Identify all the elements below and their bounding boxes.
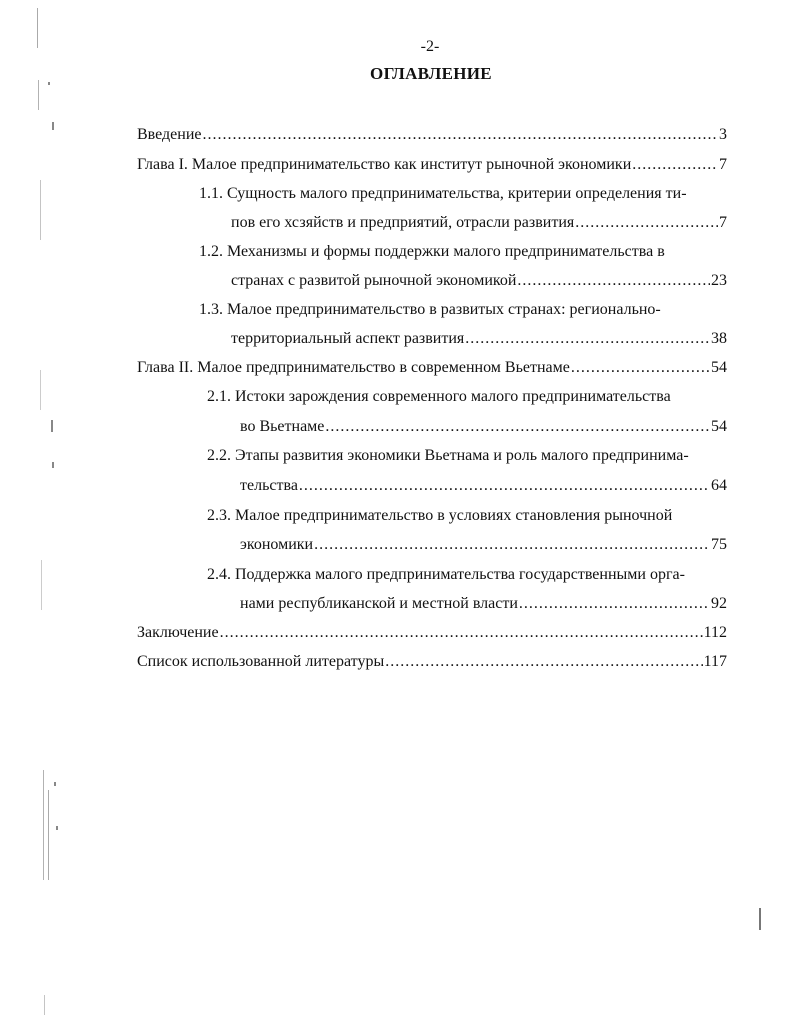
toc-entry-text: тельства: [240, 477, 298, 494]
toc-entry-page: 75: [711, 536, 727, 553]
scan-mark: [38, 80, 39, 110]
leader-dots: [314, 535, 710, 555]
leader-dots: [220, 623, 703, 643]
toc-entry-text: Глава I. Малое предпринимательство как институт рыночной экономики: [137, 156, 632, 173]
toc-entry-chapter-2[interactable]: [137, 358, 727, 378]
toc-entry-text: Список использованной литературы: [137, 653, 385, 670]
toc-entry-page: 117: [703, 653, 727, 670]
toc-entry-2-2-line2[interactable]: [240, 476, 727, 496]
toc-entry-page: 64: [711, 477, 727, 494]
scan-mark: [43, 770, 44, 880]
scan-mark: [54, 782, 56, 786]
toc-entry-1-2-line2[interactable]: [231, 271, 727, 291]
leader-dots: [465, 329, 710, 349]
scan-mark: [41, 560, 42, 610]
leader-dots: [203, 125, 719, 145]
toc-entry-2-2-line1[interactable]: 2.2. Этапы развития экономики Вьетнама и роль малого предпринима-: [207, 447, 689, 464]
toc-entry-2-3-line1[interactable]: 2.3. Малое предпринимательство в условиях становления рыночной: [207, 507, 673, 524]
scan-mark: [51, 420, 53, 432]
toc-entry-1-1-line1[interactable]: 1.1. Сущность малого предпринимательства, критерии определения ти-: [199, 185, 687, 202]
toc-entry-page: 7: [719, 214, 727, 231]
scan-mark: [44, 995, 45, 1015]
toc-entry-chapter-1[interactable]: [137, 155, 727, 175]
toc-entry-text: экономики: [240, 536, 314, 553]
toc-entry-bibliography[interactable]: [137, 652, 727, 672]
scan-mark: [56, 826, 58, 830]
scan-mark: [48, 790, 49, 880]
toc-entry-page: 92: [711, 595, 727, 612]
leader-dots: [325, 417, 710, 437]
leader-dots: [571, 358, 710, 378]
leader-dots: [299, 476, 710, 496]
toc-entry-text: нами республиканской и местной власти: [240, 595, 518, 612]
toc-entry-intro[interactable]: [137, 125, 727, 145]
toc-entry-2-1-line2[interactable]: [240, 417, 727, 437]
toc-entry-text: Введение: [137, 126, 202, 143]
toc-entry-conclusion[interactable]: [137, 623, 727, 643]
toc-entry-page: 112: [703, 624, 727, 641]
leader-dots: [385, 652, 702, 672]
toc-entry-2-3-line2[interactable]: [240, 535, 727, 555]
toc-entry-1-1-line2[interactable]: [231, 213, 727, 233]
scan-mark: [40, 180, 41, 240]
toc-entry-1-3-line1[interactable]: 1.3. Малое предпринимательство в развитых странах: регионально-: [199, 301, 661, 318]
toc-entry-text: во Вьетнаме: [240, 418, 325, 435]
leader-dots: [517, 271, 710, 291]
toc-entry-page: 38: [711, 330, 727, 347]
leader-dots: [519, 594, 710, 614]
scan-mark: [52, 122, 54, 130]
toc-entry-page: 54: [711, 359, 727, 376]
toc-entry-text: Глава II. Малое предпринимательство в современном Вьетнаме: [137, 359, 570, 376]
toc-entry-2-1-line1[interactable]: 2.1. Истоки зарождения современного малого предпринимательства: [207, 388, 671, 405]
toc-entry-1-2-line1[interactable]: 1.2. Механизмы и формы поддержки малого предпринимательства в: [199, 243, 665, 260]
toc-entry-page: 23: [711, 272, 727, 289]
page-title: ОГЛАВЛЕНИЕ: [370, 64, 492, 83]
scan-mark: [759, 908, 761, 930]
leader-dots: [632, 155, 718, 175]
toc-entry-page: 54: [711, 418, 727, 435]
toc-entry-2-4-line1[interactable]: 2.4. Поддержка малого предпринимательства государственными орга-: [207, 566, 685, 583]
scan-mark: [37, 8, 38, 48]
toc-entry-text: территориальный аспект развития: [231, 330, 465, 347]
page-number: -2-: [420, 38, 440, 55]
toc-entry-text: странах с развитой рыночной экономикой: [231, 272, 517, 289]
toc-entry-page: 7: [719, 156, 727, 173]
scan-mark: [52, 462, 54, 468]
toc-entry-text: пов его хсзяйств и предприятий, отрасли развития: [231, 214, 575, 231]
toc-entry-2-4-line2[interactable]: [240, 594, 727, 614]
toc-entry-page: 3: [719, 126, 727, 143]
scan-mark: [40, 370, 41, 410]
toc-entry-text: Заключение: [137, 624, 219, 641]
leader-dots: [575, 213, 718, 233]
toc-entry-1-3-line2[interactable]: [231, 329, 727, 349]
scan-mark: [48, 82, 50, 85]
